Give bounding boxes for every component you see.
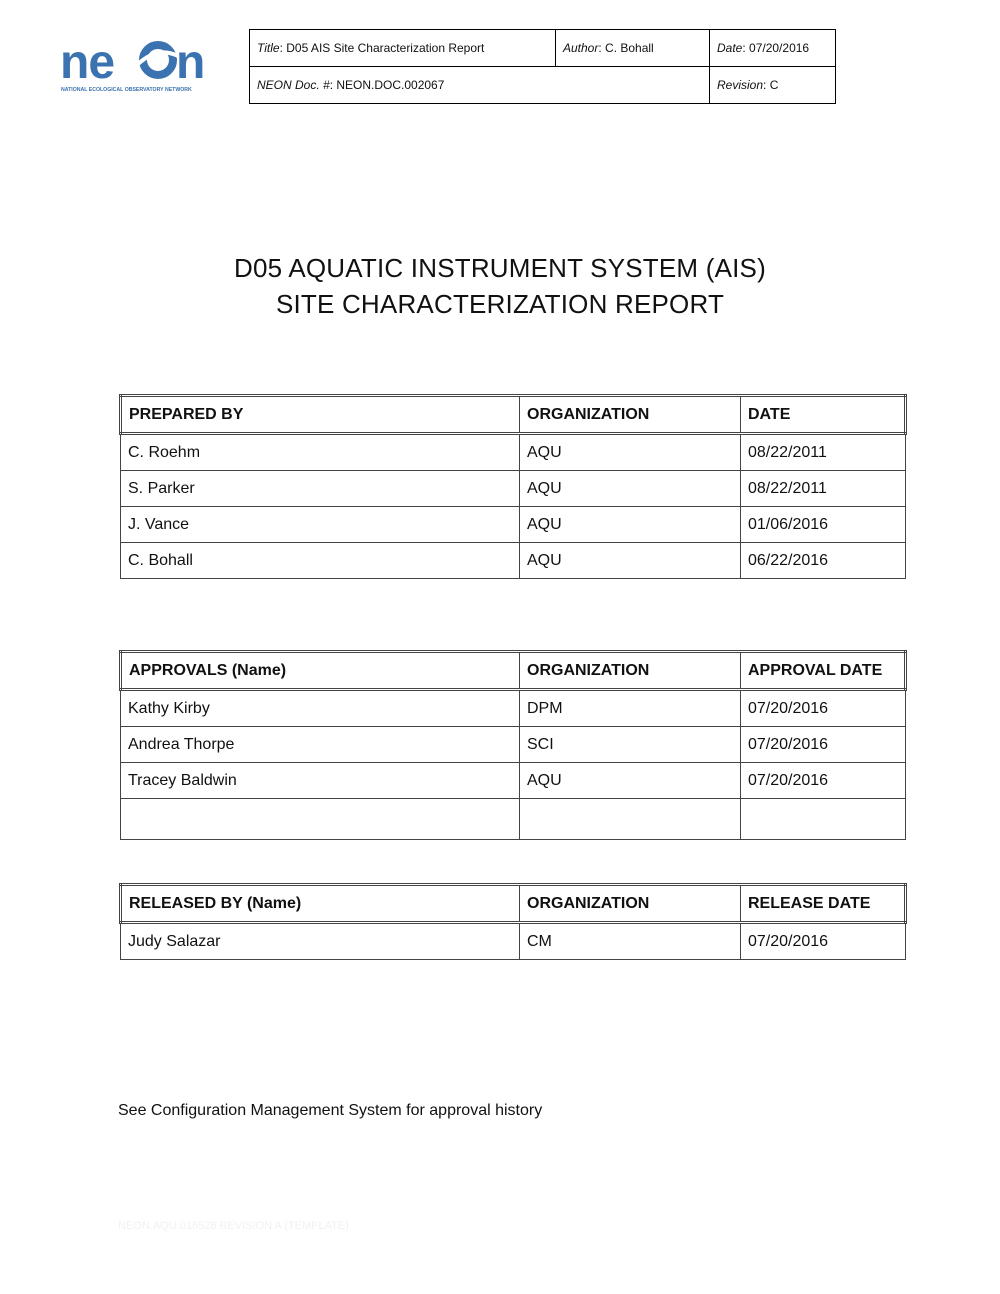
document-header-table (249, 29, 836, 104)
svg-text:ne: ne (60, 36, 115, 89)
table-cell: AQU (520, 434, 741, 471)
header-author-cell: Author: C. Bohall (556, 30, 710, 67)
approvals-table (119, 650, 907, 840)
table-cell: CM (520, 923, 741, 960)
template-watermark: NEON.AQU.016526 REVISION A (TEMPLATE) (118, 1220, 349, 1232)
table-cell: DPM (520, 690, 741, 727)
table-cell: AQU (520, 543, 741, 579)
column-header: ORGANIZATION (520, 885, 741, 923)
table-row (121, 727, 906, 763)
table-cell: C. Bohall (121, 543, 520, 579)
table-cell: J. Vance (121, 507, 520, 543)
table-cell: AQU (520, 471, 741, 507)
document-title (0, 250, 1000, 322)
document-title-line1: D05 AQUATIC INSTRUMENT SYSTEM (AIS) (234, 253, 766, 283)
header-title-cell: Title: D05 AIS Site Characterization Report (250, 30, 556, 67)
column-header: RELEASE DATE (741, 885, 906, 923)
table-cell: 06/22/2016 (741, 543, 906, 579)
table-cell: C. Roehm (121, 434, 520, 471)
table-cell (520, 799, 741, 840)
table-cell (741, 799, 906, 840)
column-header: PREPARED BY (121, 396, 520, 434)
table-cell: Tracey Baldwin (121, 763, 520, 799)
table-row (121, 434, 906, 471)
table-header-row (121, 885, 906, 923)
column-header: APPROVALS (Name) (121, 652, 520, 690)
header-date-cell: Date: 07/20/2016 (710, 30, 836, 67)
table-cell: 08/22/2011 (741, 434, 906, 471)
table-cell: S. Parker (121, 471, 520, 507)
approval-history-note: See Configuration Management System for approval history (118, 1102, 543, 1119)
table-header-row (121, 396, 906, 434)
released-by-table (119, 883, 907, 960)
table-cell: Kathy Kirby (121, 690, 520, 727)
column-header: DATE (741, 396, 906, 434)
logo-subtitle: NATIONAL ECOLOGICAL OBSERVATORY NETWORK (61, 87, 192, 93)
table-cell: Andrea Thorpe (121, 727, 520, 763)
column-header: ORGANIZATION (520, 396, 741, 434)
table-row (121, 543, 906, 579)
table-header-row (121, 652, 906, 690)
table-cell: 08/22/2011 (741, 471, 906, 507)
prepared-by-table (119, 394, 907, 579)
neon-logo-icon (58, 36, 224, 96)
table-cell: AQU (520, 507, 741, 543)
table-cell: SCI (520, 727, 741, 763)
table-cell: 07/20/2016 (741, 763, 906, 799)
table-row (121, 507, 906, 543)
table-cell: 01/06/2016 (741, 507, 906, 543)
column-header: RELEASED BY (Name) (121, 885, 520, 923)
table-row (121, 923, 906, 960)
table-cell: Judy Salazar (121, 923, 520, 960)
table-cell (121, 799, 520, 840)
table-row (121, 763, 906, 799)
table-row (121, 799, 906, 840)
column-header: ORGANIZATION (520, 652, 741, 690)
svg-text:n: n (176, 36, 206, 89)
table-row (121, 690, 906, 727)
table-cell: 07/20/2016 (741, 727, 906, 763)
table-cell: 07/20/2016 (741, 690, 906, 727)
table-cell: 07/20/2016 (741, 923, 906, 960)
table-cell: AQU (520, 763, 741, 799)
table-row (121, 471, 906, 507)
header-revision-cell: Revision: C (710, 67, 836, 104)
header-docnum-cell: NEON Doc. #: NEON.DOC.002067 (250, 67, 710, 104)
document-title-line2: SITE CHARACTERIZATION REPORT (275, 289, 725, 319)
column-header: APPROVAL DATE (741, 652, 906, 690)
